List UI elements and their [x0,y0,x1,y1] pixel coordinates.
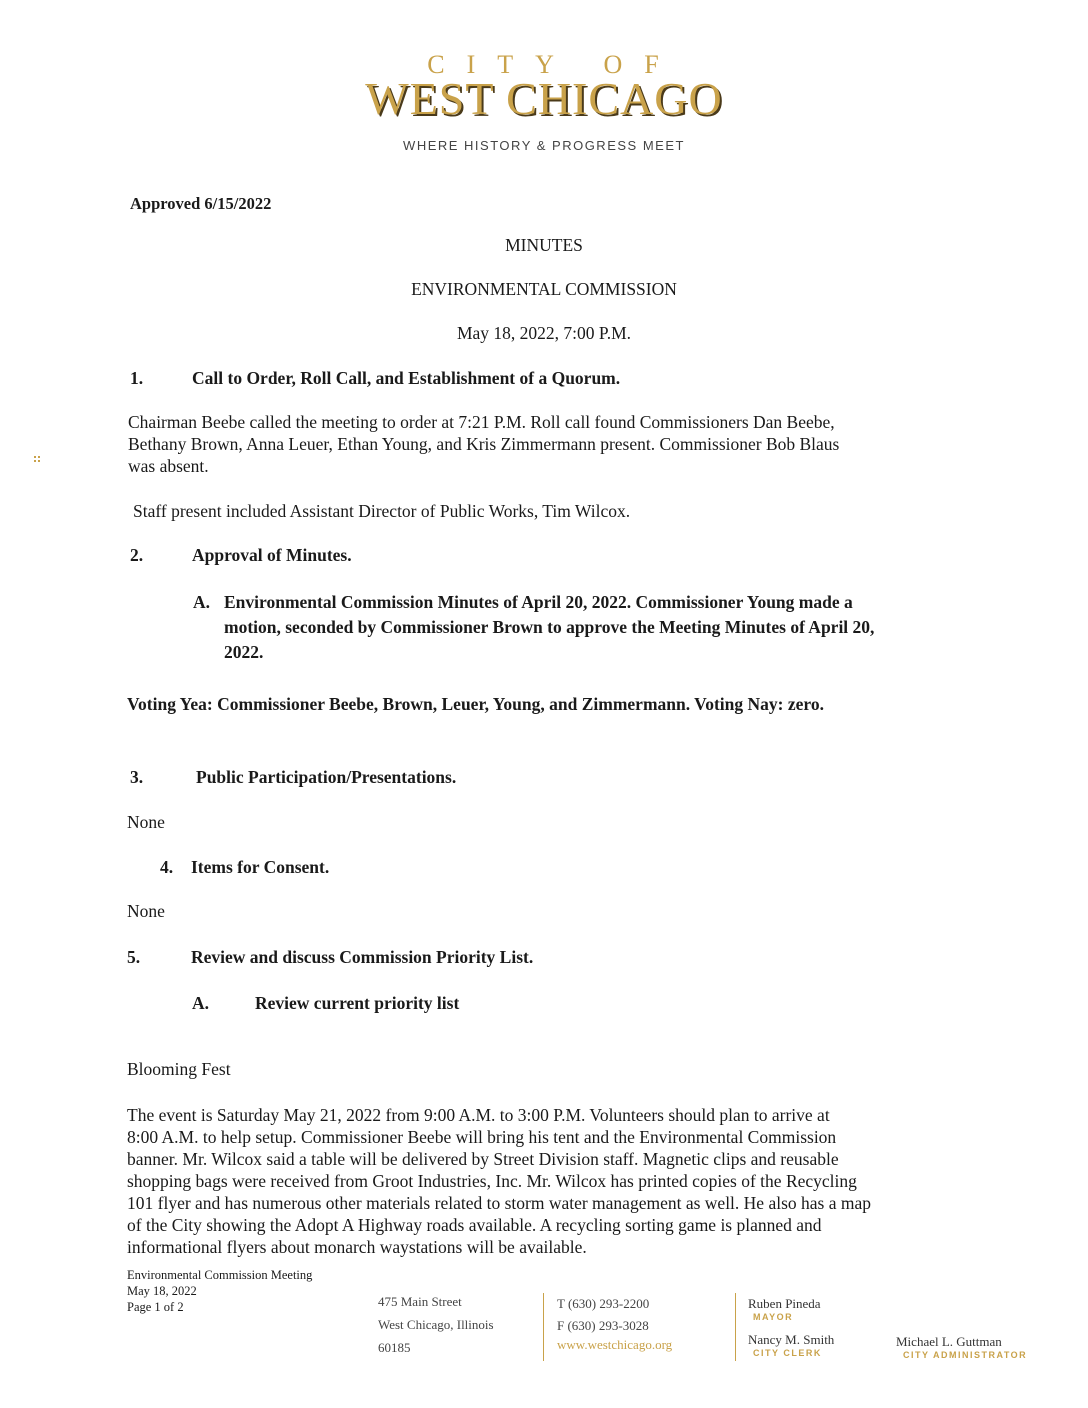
doc-title-minutes: MINUTES [505,235,583,255]
footer-clerk-name: Nancy M. Smith [748,1332,835,1347]
footer-mayor-name: Ruben Pineda [748,1296,821,1311]
section-4-heading: Items for Consent. [191,857,330,877]
section-3-body: None [127,812,165,832]
section-1-line: was absent. [128,456,209,476]
section-4-body: None [127,901,165,921]
section-5-sub-letter: A. [192,993,210,1013]
footer-mayor-title: MAYOR [753,1312,794,1322]
section-2-number: 2. [130,545,144,565]
footer-admin-title: CITY ADMINISTRATOR [903,1350,1028,1360]
section-5-heading: Review and discuss Commission Priority List. [191,947,534,967]
section-3-heading: Public Participation/Presentations. [196,767,457,787]
section-5-sub-heading: Review current priority list [255,993,460,1013]
logo-tagline: WHERE HISTORY & PROGRESS MEET [403,138,685,153]
margin-mark [38,460,40,462]
section-2-heading: Approval of Minutes. [192,545,352,565]
section-1-line: Bethany Brown, Anna Leuer, Ethan Young, and Kris Zimmermann present. Commissioner Bob Blaus [128,434,840,454]
footer-divider [735,1293,736,1361]
footer-fax: F (630) 293-3028 [557,1318,649,1333]
voting-result: Voting Yea: Commissioner Beebe, Brown, Leuer, Young, and Zimmermann. Voting Nay: zero. [127,694,824,714]
section-1-line: Chairman Beebe called the meeting to order at 7:21 P.M. Roll call found Commissioners Dan Beebe, [128,412,835,432]
footer-clerk-title: CITY CLERK [753,1348,822,1358]
footer-website-link[interactable]: www.westchicago.org [557,1337,673,1352]
footer-address-street: 475 Main Street [378,1294,462,1309]
section-5-number: 5. [127,947,141,967]
section-1-heading: Call to Order, Roll Call, and Establishment of a Quorum. [192,368,621,388]
blooming-fest-title: Blooming Fest [127,1059,231,1079]
section-2-item-line: motion, seconded by Commissioner Brown to approve the Meeting Minutes of April 20, [224,617,875,637]
approved-date: Approved 6/15/2022 [130,194,272,213]
blooming-fest-line: The event is Saturday May 21, 2022 from 9:00 A.M. to 3:00 P.M. Volunteers should plan to arrive at [127,1105,830,1125]
footer-meeting-date: May 18, 2022 [127,1284,197,1298]
footer-meeting-name: Environmental Commission Meeting [127,1268,313,1282]
section-4-number: 4. [160,857,174,877]
blooming-fest-line: 101 flyer and has numerous other materials related to storm water management as well. He also has a map [127,1193,871,1213]
section-2-item-line: Environmental Commission Minutes of April 20, 2022. Commissioner Young made a [224,592,853,612]
footer-address-zip: 60185 [378,1340,411,1355]
margin-mark [34,456,36,458]
blooming-fest-line: 8:00 A.M. to help setup. Commissioner Beebe will bring his tent and the Environmental Commission [127,1127,837,1147]
footer-address-city: West Chicago, Illinois [378,1317,494,1332]
blooming-fest-line: of the City showing the Adopt A Highway roads available. A recycling sorting game is planned and [127,1215,822,1235]
section-1-number: 1. [130,368,144,388]
staff-present: Staff present included Assistant Director of Public Works, Tim Wilcox. [133,501,631,521]
section-3-number: 3. [130,767,144,787]
section-2-item-letter: A. [193,592,211,612]
footer-page-number: Page 1 of 2 [127,1300,184,1314]
section-2-item-line: 2022. [224,642,264,662]
footer-admin-name: Michael L. Guttman [896,1334,1002,1349]
logo-city-name: WEST CHICAGO [365,73,723,124]
footer-divider [543,1293,544,1361]
blooming-fest-line: shopping bags were received from Groot Industries, Inc. Mr. Wilcox has printed copies of the Recycling [127,1171,857,1191]
margin-mark [38,456,40,458]
doc-title-commission: ENVIRONMENTAL COMMISSION [411,279,677,299]
logo-city-of: CITY OF [427,50,681,79]
blooming-fest-line: informational flyers about monarch waystations will be available. [127,1237,587,1257]
margin-mark [34,460,36,462]
footer-phone: T (630) 293-2200 [557,1296,650,1311]
doc-title-date: May 18, 2022, 7:00 P.M. [456,323,632,343]
blooming-fest-line: banner. Mr. Wilcox said a table will be delivered by Street Division staff. Magnetic clips and reusable [127,1149,839,1169]
